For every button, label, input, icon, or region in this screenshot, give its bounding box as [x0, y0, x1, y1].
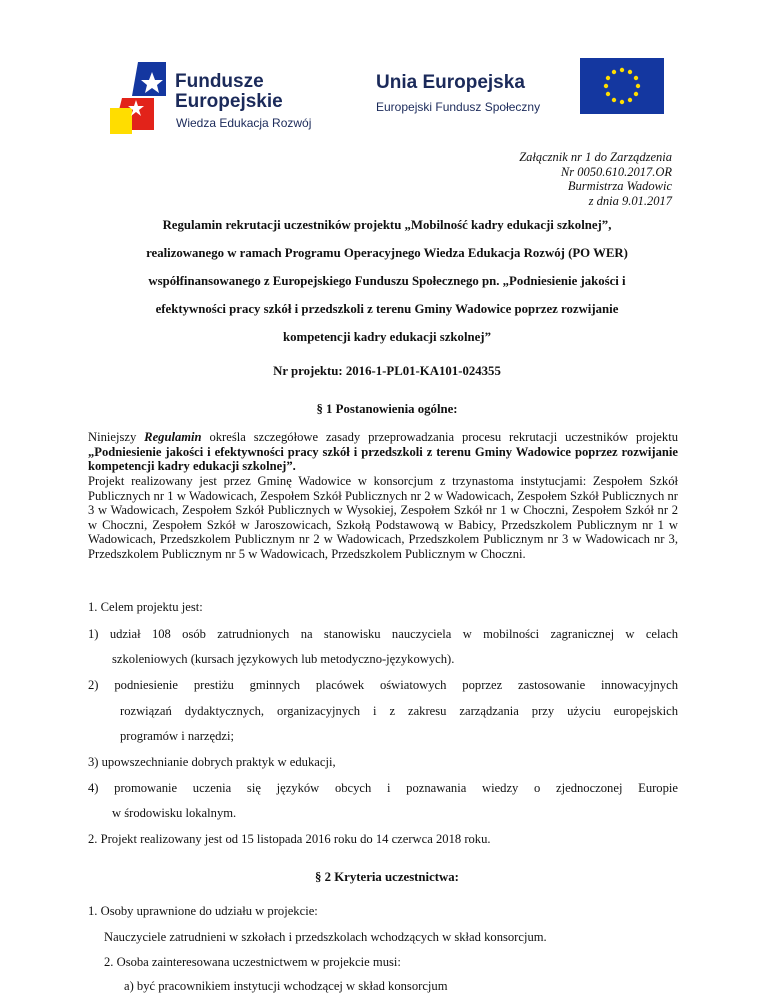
p1-regulamin: Regulamin	[144, 430, 202, 444]
title-line: efektywności pracy szkół i przedszkoli z terenu Gminy Wadowice poprzez rozwijanie	[155, 302, 619, 316]
fe-logo-line3: Wiedza Edukacja Rozwój	[176, 116, 312, 130]
eu-stars-icon	[580, 58, 664, 114]
list-item: 4) promowanie uczenia się języków obcych i poznawania wiedzy o zjednoczonej Europie	[88, 781, 678, 795]
annex-line: Załącznik nr 1 do Zarządzenia	[519, 150, 672, 164]
section1-paragraph2: Projekt realizowany jest przez Gminę Wadowice w konsorcjum z trzynastoma instytucjami: Zespołem Szkół Publicznych nr 1 w Wadowicach, Zespołem Szkół Publicznych nr 2 w Wadowicach, Zespołem Szkół Publicznych nr 3 w Wadowicach, Zespołem Szkół Publicznych w Wysokiej, Zespołem Szkół nr 1 w Choczni, Zespołem Szkół nr 2 w Choczni, Zespołem Szkół w Jaroszowicach, Szkołą Podstawową w Babicy, Przedszkolem Publicznym nr 1 w Wadowicach, Przedszkolem Publicznym nr 2 w Wadowicach, Przedszkolem Publicznym nr 3 w Wadowicach nr 3, Przedszkolem Publicznym nr 5 w Wadowicach, Przedszkolem Publicznym w Choczni.	[88, 474, 678, 561]
list-item: 2. Osoba zainteresowana uczestnictwem w projekcie musi:	[104, 955, 401, 969]
title-line: współfinansowanego z Europejskiego Funduszu Społecznego pn. „Podniesienie jakości i	[148, 274, 626, 288]
list-item: 1. Celem projektu jest:	[88, 600, 203, 614]
list-item: 2. Projekt realizowany jest od 15 listopada 2016 roku do 14 czerwca 2018 roku.	[88, 832, 491, 846]
section1-heading: § 1 Postanowienia ogólne:	[316, 402, 458, 416]
list-item: 1. Osoby uprawnione do udziału w projekcie:	[88, 904, 318, 918]
list-item: rozwiązań dydaktycznych, organizacyjnych i z zakresu zarządzania przy użyciu europejskich	[120, 704, 678, 718]
list-item: programów i narzędzi;	[120, 729, 234, 743]
section1-paragraph1	[88, 430, 678, 474]
document-title	[96, 211, 678, 351]
project-number: Nr projektu: 2016-1-PL01-KA101-024355	[273, 364, 501, 378]
list-item: w środowisku lokalnym.	[112, 806, 237, 820]
fe-logo-line2: Europejskie	[175, 91, 283, 112]
fe-logo-line1: Fundusze	[175, 71, 264, 92]
list-item: Nauczyciele zatrudnieni w szkołach i przedszkolach wchodzących w skład konsorcjum.	[104, 930, 547, 944]
annex-line: Burmistrza Wadowic	[567, 179, 672, 194]
eu-flag	[580, 58, 664, 114]
list-item: 3) upowszechnianie dobrych praktyk w edukacji,	[88, 755, 336, 769]
list-item: a) być pracownikiem instytucji wchodzącej w skład konsorcjum	[124, 979, 448, 993]
annex-block	[519, 150, 672, 208]
title-line: kompetencji kadry edukacji szkolnej”	[283, 330, 491, 344]
list-item: 1) udział 108 osób zatrudnionych na stanowisku nauczyciela w mobilności zagranicznej w celach	[88, 627, 678, 641]
annex-line: z dnia 9.01.2017	[588, 193, 672, 208]
list-item: szkoleniowych (kursach językowych lub metodyczno-językowych).	[112, 652, 455, 666]
section2-heading: § 2 Kryteria uczestnictwa:	[315, 870, 459, 884]
p1-project-name: „Podniesienie jakości i efektywności pracy szkół i przedszkoli z terenu Gminy Wadowice poprzez rozwijanie kompetencji kadry edukacji szkolnej”.	[88, 444, 678, 474]
title-line: realizowanego w ramach Programu Operacyjnego Wiedza Edukacja Rozwój (PO WER)	[146, 246, 628, 260]
p1-pre: Niniejszy	[88, 430, 145, 444]
fe-logo-mark-icon	[110, 60, 170, 136]
eu-logo-line2: Europejski Fundusz Społeczny	[376, 100, 541, 114]
p1-post: określa szczegółowe zasady przeprowadzania procesu rekrutacji uczestników projektu	[201, 430, 678, 444]
annex-line: Nr 0050.610.2017.OR	[560, 164, 672, 179]
title-line: Regulamin rekrutacji uczestników projektu „Mobilność kadry edukacji szkolnej”,	[162, 218, 612, 232]
eu-logo-line1: Unia Europejska	[376, 72, 525, 93]
list-item: 2) podniesienie prestiżu gminnych placówek oświatowych poprzez zastosowanie innowacyjnych	[88, 678, 678, 692]
